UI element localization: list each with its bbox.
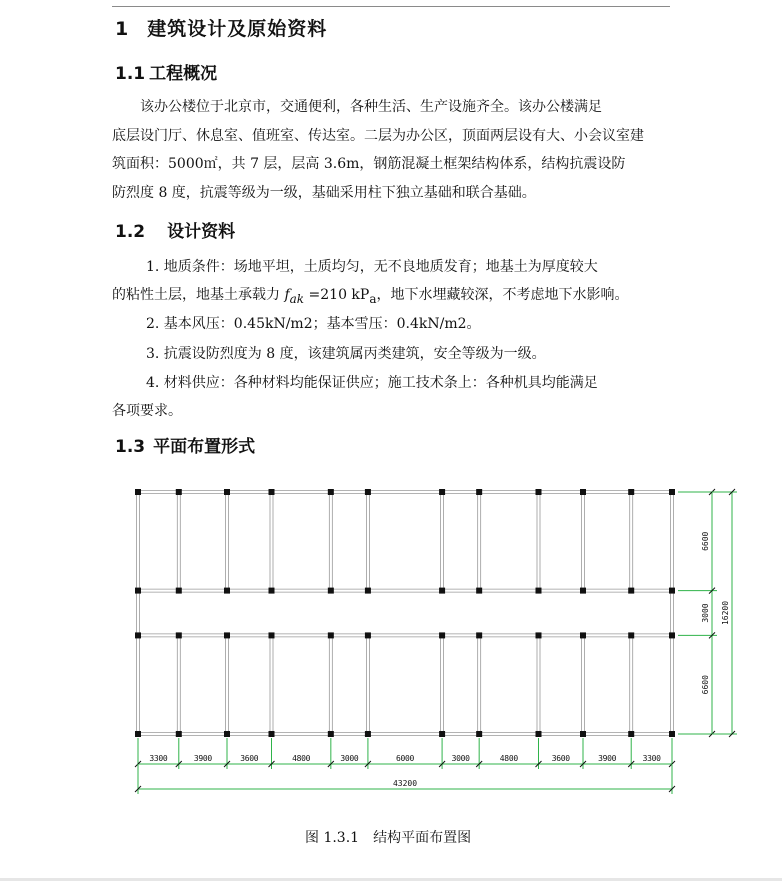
- unit-subscript: a: [369, 291, 377, 306]
- column-marker: [669, 632, 675, 638]
- total-length-label: 43200: [392, 779, 418, 788]
- chapter-title: 建筑设计及原始资料: [147, 18, 328, 40]
- bay-dimension-label: 3900: [193, 754, 212, 763]
- paragraph-line: 筑面积：5000㎡，共 7 层，层高 3.6m，钢筋混凝土框架结构体系，结构抗震设防: [112, 156, 626, 172]
- paragraph-line: 防烈度 8 度，抗震等级为一级，基础采用柱下独立基础和联合基础。: [112, 184, 536, 201]
- section-number: 1.1: [115, 64, 146, 84]
- column-marker: [536, 731, 542, 737]
- header-rule: [112, 6, 670, 7]
- column-marker: [628, 588, 634, 594]
- section-heading-overview: [115, 59, 217, 84]
- column-marker: [224, 588, 230, 594]
- column-marker: [176, 588, 182, 594]
- column-marker: [135, 489, 141, 495]
- span-dimension-label: 6600: [701, 531, 710, 551]
- column-marker: [328, 489, 334, 495]
- column-marker: [269, 731, 275, 737]
- total-depth-label: 16200: [721, 600, 730, 626]
- column-marker: [269, 632, 275, 638]
- section-heading-design: [115, 217, 235, 242]
- figure-title: 结构平面布置图: [373, 830, 472, 846]
- column-marker: [669, 731, 675, 737]
- design-item-1: [112, 253, 672, 313]
- bay-dimension-label: 3300: [149, 754, 168, 763]
- section-number: 1.3: [115, 437, 146, 457]
- symbol-subscript: ak: [289, 291, 305, 306]
- span-dimension-label: 6600: [701, 675, 710, 695]
- column-marker: [669, 588, 675, 594]
- column-marker: [224, 632, 230, 638]
- structural-plan-drawing: [0, 480, 782, 810]
- column-marker: [135, 588, 141, 594]
- column-marker: [328, 632, 334, 638]
- column-marker: [176, 731, 182, 737]
- item-text: ，地下水埋藏较深，不考虑地下水影响。: [376, 287, 629, 303]
- column-marker: [628, 731, 634, 737]
- item-text: =210 kP: [304, 287, 370, 303]
- bearing-capacity-symbol: f: [284, 287, 290, 303]
- section-number: 1.2: [115, 222, 146, 242]
- span-dimension-label: 3000: [701, 603, 710, 623]
- column-marker: [580, 632, 586, 638]
- bay-dimension-label: 3000: [340, 754, 359, 763]
- column-marker: [176, 489, 182, 495]
- column-marker: [628, 632, 634, 638]
- column-marker: [224, 489, 230, 495]
- section-title: 设计资料: [167, 222, 236, 242]
- item-line: 1. 地质条件：场地平坦，土质均匀，无不良地质发育；地基土为厚度较大: [146, 259, 598, 275]
- section-title: 平面布置形式: [153, 437, 256, 457]
- design-item-3: [112, 340, 672, 368]
- column-marker: [439, 489, 445, 495]
- column-marker: [580, 731, 586, 737]
- item-line: 2. 基本风压：0.45kN/m2；基本雪压：0.4kN/m2。: [146, 316, 481, 332]
- section-title: 工程概况: [149, 64, 218, 84]
- column-marker: [365, 588, 371, 594]
- column-marker: [536, 632, 542, 638]
- chapter-number: 1: [115, 18, 130, 40]
- bay-dimension-label: 4800: [292, 754, 311, 763]
- column-marker: [476, 588, 482, 594]
- item-line: 各项要求。: [112, 403, 182, 419]
- item-line: [112, 281, 672, 313]
- column-marker: [439, 632, 445, 638]
- design-item-2: [112, 310, 672, 338]
- item-line: 4. 材料供应：各种材料均能保证供应；施工技术条上：各种机具均能满足: [146, 375, 598, 391]
- paragraph-line: 底层设门厅、休息室、值班室、传达室。二层为办公区，顶面两层设有大、小会议室建: [112, 127, 644, 144]
- bay-dimension-label: 6000: [395, 754, 415, 763]
- figure-caption: [305, 827, 471, 847]
- item-text: 的粘性土层，地基土承载力: [112, 287, 285, 303]
- column-marker: [536, 489, 542, 495]
- column-marker: [176, 632, 182, 638]
- section-heading-plan: [115, 432, 255, 457]
- bay-dimension-label: 3600: [551, 754, 570, 763]
- column-marker: [580, 489, 586, 495]
- column-marker: [365, 632, 371, 638]
- bay-dimension-label: 3000: [451, 754, 470, 763]
- column-marker: [224, 731, 230, 737]
- column-marker: [439, 588, 445, 594]
- column-marker: [365, 731, 371, 737]
- column-marker: [628, 489, 634, 495]
- overview-paragraph: [112, 93, 672, 207]
- column-marker: [269, 588, 275, 594]
- item-line: 3. 抗震设防烈度为 8 度，该建筑属丙类建筑，安全等级为一级。: [146, 346, 546, 362]
- column-marker: [328, 588, 334, 594]
- column-marker: [439, 731, 445, 737]
- column-marker: [536, 588, 542, 594]
- column-marker: [135, 731, 141, 737]
- column-marker: [328, 731, 334, 737]
- column-marker: [135, 632, 141, 638]
- bay-dimension-label: 3600: [240, 754, 259, 763]
- column-marker: [580, 588, 586, 594]
- bay-dimension-label: 4800: [499, 754, 518, 763]
- column-marker: [365, 489, 371, 495]
- paragraph-line: 该办公楼位于北京市，交通便利，各种生活、生产设施齐全。该办公楼满足: [140, 99, 602, 115]
- bay-dimension-label: 3300: [642, 754, 661, 763]
- column-marker: [476, 489, 482, 495]
- chapter-heading: [115, 14, 327, 41]
- design-item-4: [112, 369, 672, 425]
- column-marker: [476, 731, 482, 737]
- bay-dimension-label: 3900: [598, 754, 617, 763]
- column-marker: [669, 489, 675, 495]
- column-marker: [476, 632, 482, 638]
- figure-number: 图 1.3.1: [305, 830, 360, 846]
- column-marker: [269, 489, 275, 495]
